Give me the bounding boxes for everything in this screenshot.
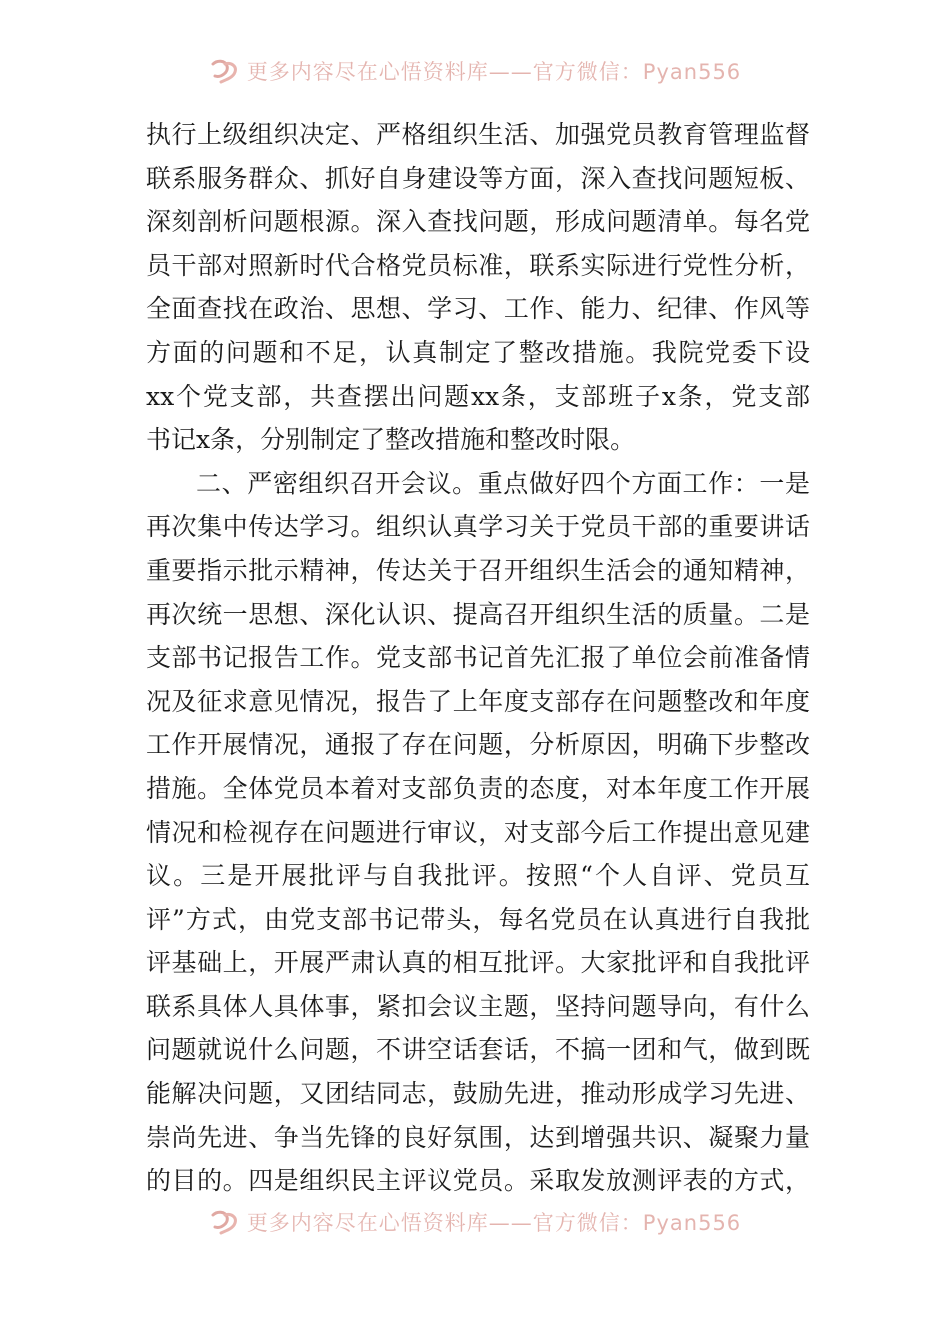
- text-line: 支部书记报告工作。党支部书记首先汇报了单位会前准备情: [146, 643, 810, 673]
- watermark-text: 更多内容尽在心悟资料库——官方微信：Pyan556: [246, 1211, 742, 1235]
- text-line: 深刻剖析问题根源。深入查找问题，形成问题清单。每名党: [146, 207, 810, 237]
- text-line: 评”方式，由党支部书记带头，每名党员在认真进行自我批: [146, 904, 810, 934]
- watermark-footer: [0, 1205, 950, 1239]
- text-line: 联系具体人具体事，紧扣会议主题，坚持问题导向，有什么: [146, 991, 810, 1021]
- text-line: 议。三是开展批评与自我批评。按照“个人自评、党员互: [146, 861, 810, 891]
- text-line: 的目的。四是组织民主评议党员。采取发放测评表的方式，: [146, 1166, 810, 1196]
- text-line: 崇尚先进、争当先锋的良好氛围，达到增强共识、凝聚力量: [146, 1122, 810, 1152]
- text-line: 评基础上，开展严肃认真的相互批评。大家批评和自我批评: [146, 948, 810, 978]
- text-line: 措施。全体党员本着对支部负责的态度，对本年度工作开展: [146, 773, 810, 803]
- watermark-header: [0, 54, 950, 88]
- text-line: 再次集中传达学习。组织认真学习关于党员干部的重要讲话: [146, 512, 810, 542]
- text-line: 况及征求意见情况，报告了上年度支部存在问题整改和年度: [146, 686, 810, 716]
- watermark-text: 更多内容尽在心悟资料库——官方微信：Pyan556: [246, 60, 742, 84]
- text-line: 执行上级组织决定、严格组织生活、加强党员教育管理监督: [146, 120, 810, 149]
- text-line: 方面的问题和不足，认真制定了整改措施。我院党委下设: [146, 337, 810, 367]
- text-line: 书记x条，分别制定了整改措施和整改时限。: [146, 425, 636, 455]
- text-line: 能解决问题，又团结同志，鼓励先进，推动形成学习先进、: [146, 1079, 810, 1109]
- text-line: 全面查找在政治、思想、学习、工作、能力、纪律、作风等: [146, 294, 810, 324]
- document-body: [146, 113, 810, 1203]
- text-line: 联系服务群众、抓好自身建设等方面，深入查找问题短板、: [146, 163, 810, 193]
- text-line: 重要指示批示精神，传达关于召开组织生活会的通知精神，: [146, 555, 810, 585]
- watermark-logo-icon: [209, 1209, 239, 1235]
- text-line: 工作开展情况，通报了存在问题，分析原因，明确下步整改: [146, 730, 810, 760]
- text-line: 问题就说什么问题，不讲空话套话，不搞一团和气，做到既: [146, 1035, 810, 1065]
- text-line: 情况和检视存在问题进行审议，对支部今后工作提出意见建: [146, 817, 810, 847]
- text-line: 员干部对照新时代合格党员标准，联系实际进行党性分析，: [146, 250, 810, 280]
- text-line: xx个党支部，共查摆出问题xx条，支部班子x条，党支部: [146, 381, 810, 411]
- text-line: 再次统一思想、深化认识、提高召开组织生活的质量。二是: [146, 599, 810, 629]
- paragraph-heading-line: 二、严密组织召开会议。重点做好四个方面工作：一是: [196, 468, 810, 498]
- watermark-logo-icon: [209, 58, 239, 84]
